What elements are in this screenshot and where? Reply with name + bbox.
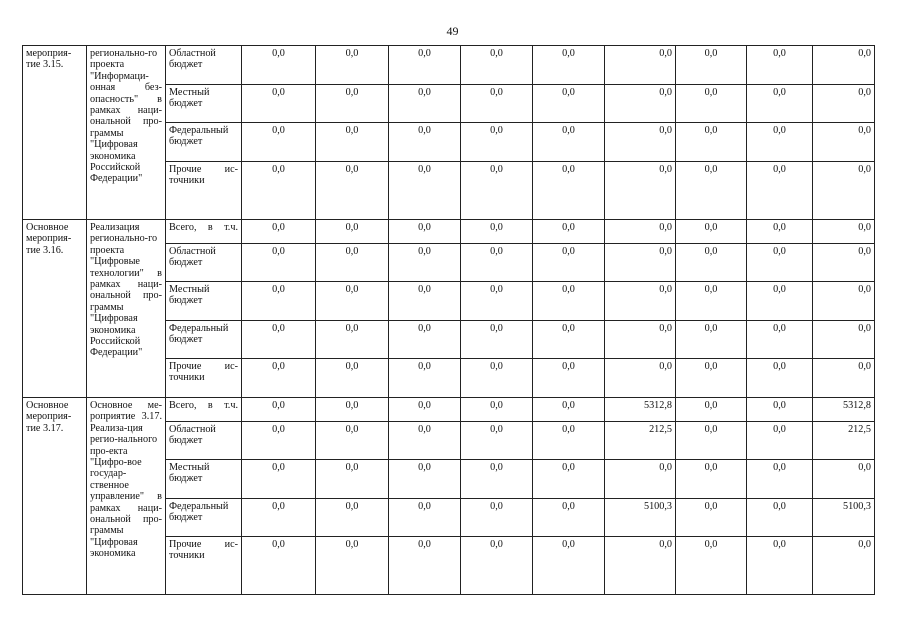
value-cell: 0,0 bbox=[813, 460, 875, 499]
measure-name-cell: регионально-го проекта "Информаци-онная без-опасность" в рамках наци-ональной про-граммы "Цифровая экономика Российской Федерации" bbox=[87, 46, 166, 220]
value-cell: 0,0 bbox=[676, 499, 747, 537]
value-cell: 0,0 bbox=[533, 398, 605, 422]
value-cell: 0,0 bbox=[605, 321, 676, 359]
funding-source-cell: Местный бюджет bbox=[166, 460, 242, 499]
value-cell: 0,0 bbox=[747, 244, 813, 282]
value-cell: 0,0 bbox=[676, 220, 747, 244]
value-cell: 0,0 bbox=[389, 244, 461, 282]
value-cell: 0,0 bbox=[605, 85, 676, 123]
value-cell: 0,0 bbox=[316, 244, 389, 282]
value-cell: 0,0 bbox=[461, 244, 533, 282]
value-cell: 0,0 bbox=[389, 46, 461, 85]
value-cell: 0,0 bbox=[389, 422, 461, 460]
value-cell: 0,0 bbox=[605, 460, 676, 499]
value-cell: 0,0 bbox=[316, 162, 389, 220]
value-cell: 5312,8 bbox=[813, 398, 875, 422]
value-cell: 0,0 bbox=[605, 244, 676, 282]
value-cell: 212,5 bbox=[813, 422, 875, 460]
value-cell: 0,0 bbox=[676, 422, 747, 460]
value-cell: 0,0 bbox=[747, 123, 813, 162]
value-cell: 0,0 bbox=[242, 220, 316, 244]
value-cell: 0,0 bbox=[605, 537, 676, 595]
value-cell: 0,0 bbox=[676, 537, 747, 595]
value-cell: 0,0 bbox=[747, 162, 813, 220]
value-cell: 0,0 bbox=[533, 460, 605, 499]
value-cell: 0,0 bbox=[813, 123, 875, 162]
value-cell: 0,0 bbox=[242, 460, 316, 499]
value-cell: 0,0 bbox=[316, 422, 389, 460]
value-cell: 0,0 bbox=[676, 282, 747, 321]
value-cell: 0,0 bbox=[605, 162, 676, 220]
value-cell: 0,0 bbox=[461, 321, 533, 359]
value-cell: 0,0 bbox=[533, 537, 605, 595]
measure-code-cell: Основное мероприя-тие 3.17. bbox=[23, 398, 87, 595]
value-cell: 0,0 bbox=[389, 359, 461, 398]
funding-source-cell: Областной бюджет bbox=[166, 422, 242, 460]
value-cell: 0,0 bbox=[461, 359, 533, 398]
value-cell: 0,0 bbox=[813, 162, 875, 220]
funding-source-cell: Федеральный бюджет bbox=[166, 123, 242, 162]
value-cell: 0,0 bbox=[747, 359, 813, 398]
value-cell: 0,0 bbox=[461, 537, 533, 595]
value-cell: 0,0 bbox=[533, 123, 605, 162]
value-cell: 0,0 bbox=[389, 537, 461, 595]
value-cell: 0,0 bbox=[461, 220, 533, 244]
value-cell: 0,0 bbox=[533, 85, 605, 123]
value-cell: 0,0 bbox=[605, 359, 676, 398]
value-cell: 0,0 bbox=[242, 85, 316, 123]
value-cell: 0,0 bbox=[605, 123, 676, 162]
value-cell: 0,0 bbox=[533, 220, 605, 244]
value-cell: 0,0 bbox=[316, 460, 389, 499]
value-cell: 0,0 bbox=[389, 398, 461, 422]
value-cell: 0,0 bbox=[813, 537, 875, 595]
value-cell: 0,0 bbox=[316, 499, 389, 537]
value-cell: 0,0 bbox=[747, 282, 813, 321]
value-cell: 0,0 bbox=[389, 85, 461, 123]
value-cell: 0,0 bbox=[389, 162, 461, 220]
value-cell: 0,0 bbox=[747, 499, 813, 537]
value-cell: 0,0 bbox=[242, 499, 316, 537]
page-number: 49 bbox=[446, 24, 459, 38]
value-cell: 0,0 bbox=[242, 359, 316, 398]
value-cell: 0,0 bbox=[813, 282, 875, 321]
value-cell: 0,0 bbox=[389, 282, 461, 321]
value-cell: 0,0 bbox=[605, 220, 676, 244]
table-body bbox=[23, 46, 875, 595]
value-cell: 0,0 bbox=[676, 162, 747, 220]
funding-source-cell: Всего, в т.ч. bbox=[166, 398, 242, 422]
value-cell: 0,0 bbox=[316, 398, 389, 422]
value-cell: 0,0 bbox=[533, 499, 605, 537]
funding-source-cell: Прочие ис-точники bbox=[166, 537, 242, 595]
value-cell: 0,0 bbox=[747, 46, 813, 85]
value-cell: 0,0 bbox=[461, 499, 533, 537]
table-row bbox=[23, 398, 875, 422]
value-cell: 0,0 bbox=[813, 321, 875, 359]
funding-source-cell: Областной бюджет bbox=[166, 46, 242, 85]
value-cell: 0,0 bbox=[533, 422, 605, 460]
value-cell: 0,0 bbox=[747, 85, 813, 123]
value-cell: 0,0 bbox=[461, 123, 533, 162]
funding-source-cell: Местный бюджет bbox=[166, 282, 242, 321]
value-cell: 0,0 bbox=[461, 398, 533, 422]
value-cell: 0,0 bbox=[242, 282, 316, 321]
value-cell: 0,0 bbox=[242, 46, 316, 85]
value-cell: 0,0 bbox=[316, 321, 389, 359]
value-cell: 0,0 bbox=[316, 359, 389, 398]
value-cell: 0,0 bbox=[676, 244, 747, 282]
measure-code-cell: мероприя-тие 3.15. bbox=[23, 46, 87, 220]
value-cell: 5312,8 bbox=[605, 398, 676, 422]
value-cell: 0,0 bbox=[605, 46, 676, 85]
funding-source-cell: Федеральный бюджет bbox=[166, 499, 242, 537]
funding-source-cell: Местный бюджет bbox=[166, 85, 242, 123]
value-cell: 0,0 bbox=[813, 85, 875, 123]
value-cell: 5100,3 bbox=[605, 499, 676, 537]
value-cell: 0,0 bbox=[747, 321, 813, 359]
measure-name-cell: Основное ме-роприятие 3.17. Реализа-ция регио-нального про-екта "Цифро-вое государ-ственное управление" в рамках наци-ональной про-граммы "Цифровая экономика bbox=[87, 398, 166, 595]
value-cell: 0,0 bbox=[316, 282, 389, 321]
value-cell: 0,0 bbox=[316, 85, 389, 123]
value-cell: 0,0 bbox=[676, 85, 747, 123]
value-cell: 0,0 bbox=[316, 537, 389, 595]
value-cell: 0,0 bbox=[316, 220, 389, 244]
value-cell: 0,0 bbox=[676, 359, 747, 398]
value-cell: 0,0 bbox=[242, 398, 316, 422]
value-cell: 0,0 bbox=[676, 460, 747, 499]
value-cell: 0,0 bbox=[461, 85, 533, 123]
value-cell: 0,0 bbox=[389, 499, 461, 537]
measure-name-cell: Реализация регионально-го проекта "Цифровые технологии" в рамках наци-ональной про-граммы "Цифровая экономика Российской Федерации" bbox=[87, 220, 166, 398]
value-cell: 0,0 bbox=[813, 46, 875, 85]
value-cell: 0,0 bbox=[242, 162, 316, 220]
value-cell: 5100,3 bbox=[813, 499, 875, 537]
value-cell: 0,0 bbox=[461, 460, 533, 499]
funding-source-cell: Прочие ис-точники bbox=[166, 162, 242, 220]
value-cell: 0,0 bbox=[747, 220, 813, 244]
value-cell: 0,0 bbox=[533, 321, 605, 359]
value-cell: 0,0 bbox=[461, 46, 533, 85]
value-cell: 0,0 bbox=[389, 460, 461, 499]
value-cell: 0,0 bbox=[461, 422, 533, 460]
value-cell: 212,5 bbox=[605, 422, 676, 460]
value-cell: 0,0 bbox=[605, 282, 676, 321]
funding-source-cell: Всего, в т.ч. bbox=[166, 220, 242, 244]
value-cell: 0,0 bbox=[533, 162, 605, 220]
value-cell: 0,0 bbox=[533, 46, 605, 85]
value-cell: 0,0 bbox=[747, 398, 813, 422]
value-cell: 0,0 bbox=[242, 244, 316, 282]
value-cell: 0,0 bbox=[813, 359, 875, 398]
budget-table bbox=[22, 45, 875, 595]
value-cell: 0,0 bbox=[813, 244, 875, 282]
funding-source-cell: Прочие ис-точники bbox=[166, 359, 242, 398]
funding-source-cell: Областной бюджет bbox=[166, 244, 242, 282]
value-cell: 0,0 bbox=[242, 123, 316, 162]
value-cell: 0,0 bbox=[533, 359, 605, 398]
value-cell: 0,0 bbox=[676, 398, 747, 422]
value-cell: 0,0 bbox=[676, 123, 747, 162]
value-cell: 0,0 bbox=[747, 537, 813, 595]
value-cell: 0,0 bbox=[533, 282, 605, 321]
value-cell: 0,0 bbox=[389, 123, 461, 162]
value-cell: 0,0 bbox=[242, 537, 316, 595]
value-cell: 0,0 bbox=[242, 321, 316, 359]
value-cell: 0,0 bbox=[813, 220, 875, 244]
value-cell: 0,0 bbox=[533, 244, 605, 282]
value-cell: 0,0 bbox=[461, 282, 533, 321]
measure-code-cell: Основное мероприя-тие 3.16. bbox=[23, 220, 87, 398]
value-cell: 0,0 bbox=[242, 422, 316, 460]
value-cell: 0,0 bbox=[676, 321, 747, 359]
value-cell: 0,0 bbox=[389, 220, 461, 244]
value-cell: 0,0 bbox=[316, 123, 389, 162]
table-row bbox=[23, 46, 875, 85]
value-cell: 0,0 bbox=[747, 422, 813, 460]
funding-source-cell: Федеральный бюджет bbox=[166, 321, 242, 359]
table-row bbox=[23, 220, 875, 244]
value-cell: 0,0 bbox=[461, 162, 533, 220]
value-cell: 0,0 bbox=[389, 321, 461, 359]
value-cell: 0,0 bbox=[316, 46, 389, 85]
value-cell: 0,0 bbox=[747, 460, 813, 499]
value-cell: 0,0 bbox=[676, 46, 747, 85]
